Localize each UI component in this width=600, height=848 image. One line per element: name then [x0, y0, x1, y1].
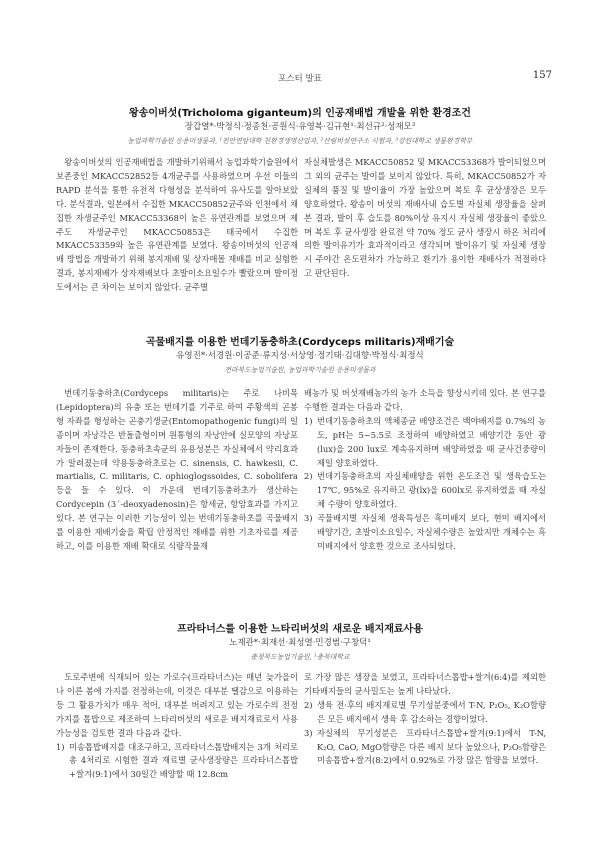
- list-item: [304, 699, 546, 727]
- paragraph: 배농가 및 버섯재배농가의 농가 소득을 향상시키데 있다. 본 연구를 수행한 결과는 다음과 같다.: [304, 388, 546, 412]
- right-column: [304, 387, 546, 554]
- article-authors: 유영진*·서경원·이공준·류지성·서상영·정기태·김대향·박정식·최정식: [176, 351, 424, 361]
- item-text: 자실체의 무기성분은 프라타너스톱밥+쌀겨(9:1)에서 T-N, K₂O, CaO, MgO함량은 다른 배지 보다 높았으나, P₂O₅함량은 미송톱밥+쌀겨(8:2)에서 0.92%로 가장 많은 함량을 보였다.: [317, 727, 546, 766]
- paragraph: 왕송이버섯의 인공재배법을 개발하기위해서 농업과학기술원에서 보존중인 MKACC52852등 4개균주를 사용하였으며 우선 이들의 RAPD 분석을 통한 유전적 다형성을 분석하여 유사도를 알아보았다. 분석결과, 일본에서 수집한 MKACC50852균주와 인천에서 채집한 자생균주인 MKACC53368이 높은 유연관계를 보였으며 제주도 자생균주인 MKACC50853은 태국에서 수집한 MKACC53359와 높은 유연관계를 보였다. 왕송이버섯의 인공재배 방법을 개발하기 위해 봉지재배 및 상자매몰 재배를 비교 실험한 결과, 봉지재배가 상자재배보다 초발이소요일수가 빨랐으며 발이정도에서는 큰 차이는 보이지 않았다. 균주별: [56, 157, 298, 293]
- article-affiliation: 전라북도농업기술원, 농업과학기술원 응용미생물과: [224, 366, 376, 374]
- item-number: 3): [304, 727, 313, 738]
- item-number: 3): [304, 513, 313, 524]
- item-text: 번데기동충하초의 자실체배양을 위한 온도조건 및 생육습도는 17℃, 95%로 유지하고 광(lx)을 600lx로 유지하였을 때 자실체 수량이 양호하였다.: [317, 471, 546, 510]
- article-affiliation: 충청북도농업기술원, ¹충북대학교: [250, 653, 350, 661]
- paragraph: 번데기동충하초(Cordyceps militaris)는 주로 나비목(Lepidoptera)의 유충 또는 번데기를 기주로 하여 주황색의 곤봉형 자좌를 형성하는 곤충기생균(Entomopathogenic fungi)의 일종이며 자낭각은 반돌출형이며 원통형의 자낭안에 실모양의 자낭포자들이 존재한다. 동충하초속균의 유용성분은 자실체에서 약리효과가 알려졌는데 약용동충하초로는 C. sinensis, C. hawkesii, C. martialis, C. militaris, C. ophioglogssoides, C. sobolifera 등을 들 수 있다. 이 가운데 번데기동충하초가 생산하는 Cordycepin (3´-deoxyadenosin)은 항세균, 항암효과를 가지고 있다. 본 연구는 이러한 기능성이 있는 번데기동충하초를 곡물배지를 이용한 재배기술을 확립 안정적인 재배를 위한 기초자료를 제공하고, 이를 이용한 재배 확대로 식량작물재: [56, 388, 298, 551]
- paragraph: 자실체발생은 MKACC50852 및 MKACC53368가 발이되었으며 그 외의 균주는 발이를 보이지 않았다. 특히, MKACC50852가 자실체의 품질 및 발이율이 가장 높았으며 복토 후 균상생장은 모두 양호하였다. 왕송이 버섯의 재배사내 습도별 자실체 생장율을 살펴본 결과, 발이 후 습도를 80%이상 유지시 자실체 생장율이 좋았으며 복토 후 균사생장 완료전 약 70% 정도 균사 생장시 하온 처리에 의한 발이유기가 효과적이라고 생각되며 발이유기 및 자실체 생장시 주야간 온도편차가 가능하고 환기가 용이한 재배사가 적절하다고 판단된다.: [304, 157, 546, 279]
- list-item: [56, 741, 298, 783]
- item-text: 생육 전·후의 배지재료별 무기성분중에서 T-N, P₂O₅, K₂O함량은 모든 배지에서 생육 후 감소하는 경향이었다.: [317, 699, 546, 724]
- paragraph: 로 가장 많은 생장을 보였고, 프라타너스톱밥+쌀겨(6:4)를 제외한 기타배지들의 균사밀도는 높게 나타났다.: [304, 672, 546, 696]
- item-number: 2): [304, 471, 313, 482]
- item-text: 곡물배지별 자실체 생육특성은 흑미배지 보다, 현미 배지에서 배양기간, 초발이소요일수, 자실체수량은 높았지만 개체수는 흑미배지에서 양호한 것으로 조사되었다.: [317, 513, 546, 551]
- left-column: [56, 671, 298, 782]
- article-title: 곡물배지를 이용한 번데기동충하초(Cordyceps militaris)재배기술: [145, 337, 455, 348]
- item-number: 1): [56, 741, 65, 752]
- item-number: 2): [304, 699, 313, 710]
- article-affiliation: 농업과학기술원 응용미생물과, ¹천안연암대학 친환경생명산업과, ²산림버섯연구소 시험과, ³강원대학교 생물환경학부: [127, 137, 473, 145]
- list-item: [304, 727, 546, 769]
- article-authors: 노재관*·최재선·최성열·민경범·구창덕¹: [229, 638, 371, 648]
- page-header: [0, 70, 600, 84]
- list-item: [304, 415, 546, 471]
- article-authors: 장갑열*·박정식·정종천·공원식·유영복·김규현¹·최선규²·성재모³: [184, 122, 416, 132]
- left-column: [56, 156, 298, 295]
- item-text: 미송톱밥배지를 대조구하고, 프라타너스톱밥배지는 3개 처리로 총 4처리로 시험한 결과 재료별 균사생장량은 프라타너스톱밥+쌀겨(9:1)에서 30일간 배양할 때 12.8cm: [69, 741, 298, 780]
- page-number: 157: [532, 70, 552, 81]
- section-title: 포스터 발표: [278, 74, 322, 84]
- list-item: [304, 512, 546, 554]
- right-column: [304, 671, 546, 768]
- article-title: 왕송이버섯(Tricholoma giganteum)의 인공재배법 개발을 위한 환경조건: [129, 108, 471, 119]
- article-title: 프라타너스를 이용한 느타리버섯의 새로운 배지재료사용: [177, 624, 423, 635]
- item-text: 번데기동충하초의 액체종균 배양조건은 백야배지를 0.7%의 농도, pH는 5~5.5로 조정하여 배양하였고 배양기간 동안 광(lux)을 200 lux로 계속유지하며 배양하였을 때 균사건중량이 제일 양호하였다.: [317, 415, 546, 468]
- right-column: [304, 156, 546, 281]
- left-column: [56, 387, 298, 554]
- list-item: [304, 470, 546, 512]
- paragraph: 도로주변에 식재되어 있는 가로수(프라타너스)는 매년 늦가을이나 이른 봄에 가지를 전정하는데, 이것은 대부분 땔감으로 이용하는 등 그 활용가치가 매우 적어, 대부분 버려지고 있는 가로수의 전정가지를 톱밥으로 제조하여 느타리버섯의 새로운 배지재료로서 사용 가능성을 검토한 결과 다음과 같다.: [56, 672, 298, 738]
- item-number: 1): [304, 415, 313, 426]
